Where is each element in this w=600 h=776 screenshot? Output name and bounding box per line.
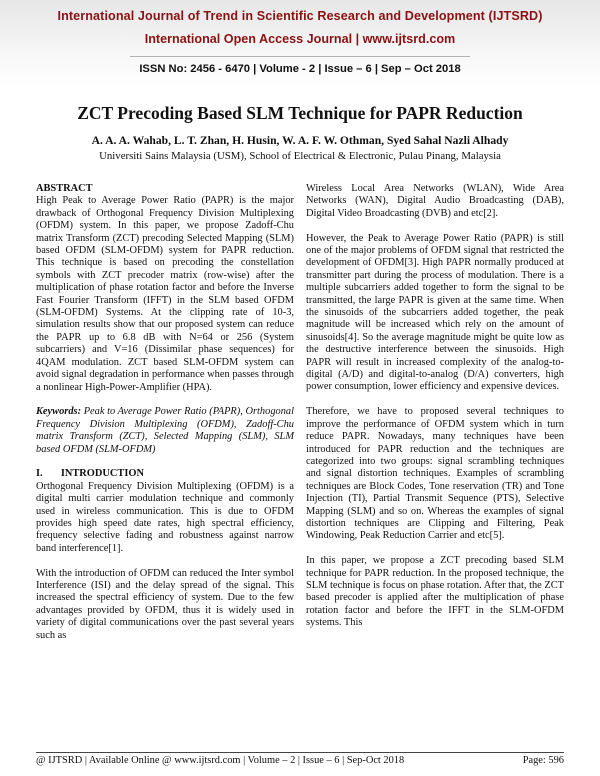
journal-subtitle: International Open Access Journal | www.ijtsrd.com <box>144 32 456 46</box>
abstract-heading: ABSTRACT <box>36 183 93 194</box>
footer-divider <box>36 752 564 753</box>
right-paragraph-4: In this paper, we propose a ZCT precoding based SLM technique for PAPR reduction. In the proposed technique, the SLM technique is focus on phase rotation. After that, the ZCT based precoder is applied after the multiplication of phase rotation factor and before the IFFT in the SLM-OFDM systems. This <box>306 555 564 629</box>
paper-title: ZCT Precoding Based SLM Technique for PAPR Reduction <box>77 103 523 123</box>
header-divider <box>130 56 470 57</box>
footer-citation: @ IJTSRD | Available Online @ www.ijtsrd.com | Volume – 2 | Issue – 6 | Sep-Oct 2018 <box>36 755 405 766</box>
keywords-paragraph <box>36 406 294 456</box>
introduction-heading: I. INTRODUCTION <box>36 468 144 480</box>
right-paragraph-3: Therefore, we have to proposed several techniques to improve the performance of OFDM system which in turn reduce PAPR. Nowadays, many techniques have been introduced for PAPR reduction and the techniques are categorized into two groups: signal scrambling techniques and signal distortion techniques. Examples of scrambling techniques are Block Codes, Tone reservation (TR) and Tone Injection (TI), Partial Transmit Sequence (PTS), Selective Mapping (SLM) and so on. Whereas the examples of signal distortion techniques are Clipping and Filtering, Peak Windowing, Peak Reduction Carrier and etc[5]. <box>306 406 564 542</box>
intro-paragraph-2: With the introduction of OFDM can reduced the Inter symbol Interference (ISI) and the delay spread of the signal. This increased the spectral efficiency of system. Due to the few advantages provided by OFDM, thus it is widely used in variety of digital communications over the past several years such as <box>36 567 294 641</box>
right-paragraph-2: However, the Peak to Average Power Ratio (PAPR) is still one of the major problems of OFDM signal that restricted the development of OFDM[3]. High PAPR normally produced at transmitter part during the process of modulation. There is a multiple subcarriers added together to form the signal to be transmitted, the large PAPR is given at the same time. When the sinusoids of the subcarriers added together, the peak magnitude will be increased which rely on the amount of sinusoids[4]. So the average magnitude might be quite low as the destructive interference between the sinusoids. High PAPR will result in increased complexity of the analog-to-digital (A/D) and digital-to-analog (D/A) converters, high power consumption, lower efficiency and expensive devices. <box>306 232 564 393</box>
page-number: Page: 596 <box>522 755 564 766</box>
right-column <box>306 183 564 642</box>
paper-authors: A. A. A. Wahab, L. T. Zhan, H. Husin, W. A. F. W. Othman, Syed Sahal Nazli Alhady <box>91 134 509 147</box>
left-column <box>36 183 294 654</box>
keywords-text: Peak to Average Power Ratio (PAPR), Orthogonal Frequency Division Multiplexing (OFDM), Zadoff-Chu matrix Transform (ZCT), Selected Mapping (SLM), SLM based OFDM (SLM-OFDM) <box>36 406 294 455</box>
keywords-label: Keywords: <box>36 406 82 418</box>
journal-header <box>0 0 600 90</box>
journal-name: International Journal of Trend in Scientific Research and Development (IJTSRD) <box>57 9 543 23</box>
right-paragraph-1: Wireless Local Area Networks (WLAN), Wide Area Networks (WAN), Digital Audio Broadcasting (DAB), Digital Video Broadcasting (DVB) and etc[2]. <box>306 183 564 219</box>
paper-affiliation: Universiti Sains Malaysia (USM), School of Electrical & Electronic, Pulau Pinang, Malaysia <box>99 150 501 162</box>
intro-paragraph-1: Orthogonal Frequency Division Multiplexing (OFDM) is a digital multi carrier modulation technique and commonly used in wireless communication. This is due to OFDM provides high speed date rates, high spectral efficiency, frequency selective fading and robustness against narrow band interference[1]. <box>36 480 294 554</box>
issn-line: ISSN No: 2456 - 6470 | Volume - 2 | Issue – 6 | Sep – Oct 2018 <box>139 63 461 75</box>
abstract-text: High Peak to Average Power Ratio (PAPR) is the major drawback of Orthogonal Frequency Division Multiplexing (OFDM) system. In this paper, we propose Zadoff-Chu matrix Transform (ZCT) precoding Selected Mapping (SLM) based OFDM (SLM-OFDM) system for PAPR reduction. This technique is based on precoding the constellation symbols with ZCT precoder matrix (row-wise) after the multiplication of phase rotation factor and before the Inverse Fast Fourier Transform (IFFT) in the SLM based OFDM (SLM-OFDM) Systems. At the clipping rate of 10-3, simulation results show that our proposed system can reduce the PAPR up to 6.8 dB with N=64 or 256 (System subcarriers) and V=16 (Dissimilar phase sequences) for 4QAM modulation. ZCT based SLM-OFDM system can avoid signal degradation in performance when passes through a nonlinear High-Power-Amplifier (HPA). <box>36 195 294 393</box>
